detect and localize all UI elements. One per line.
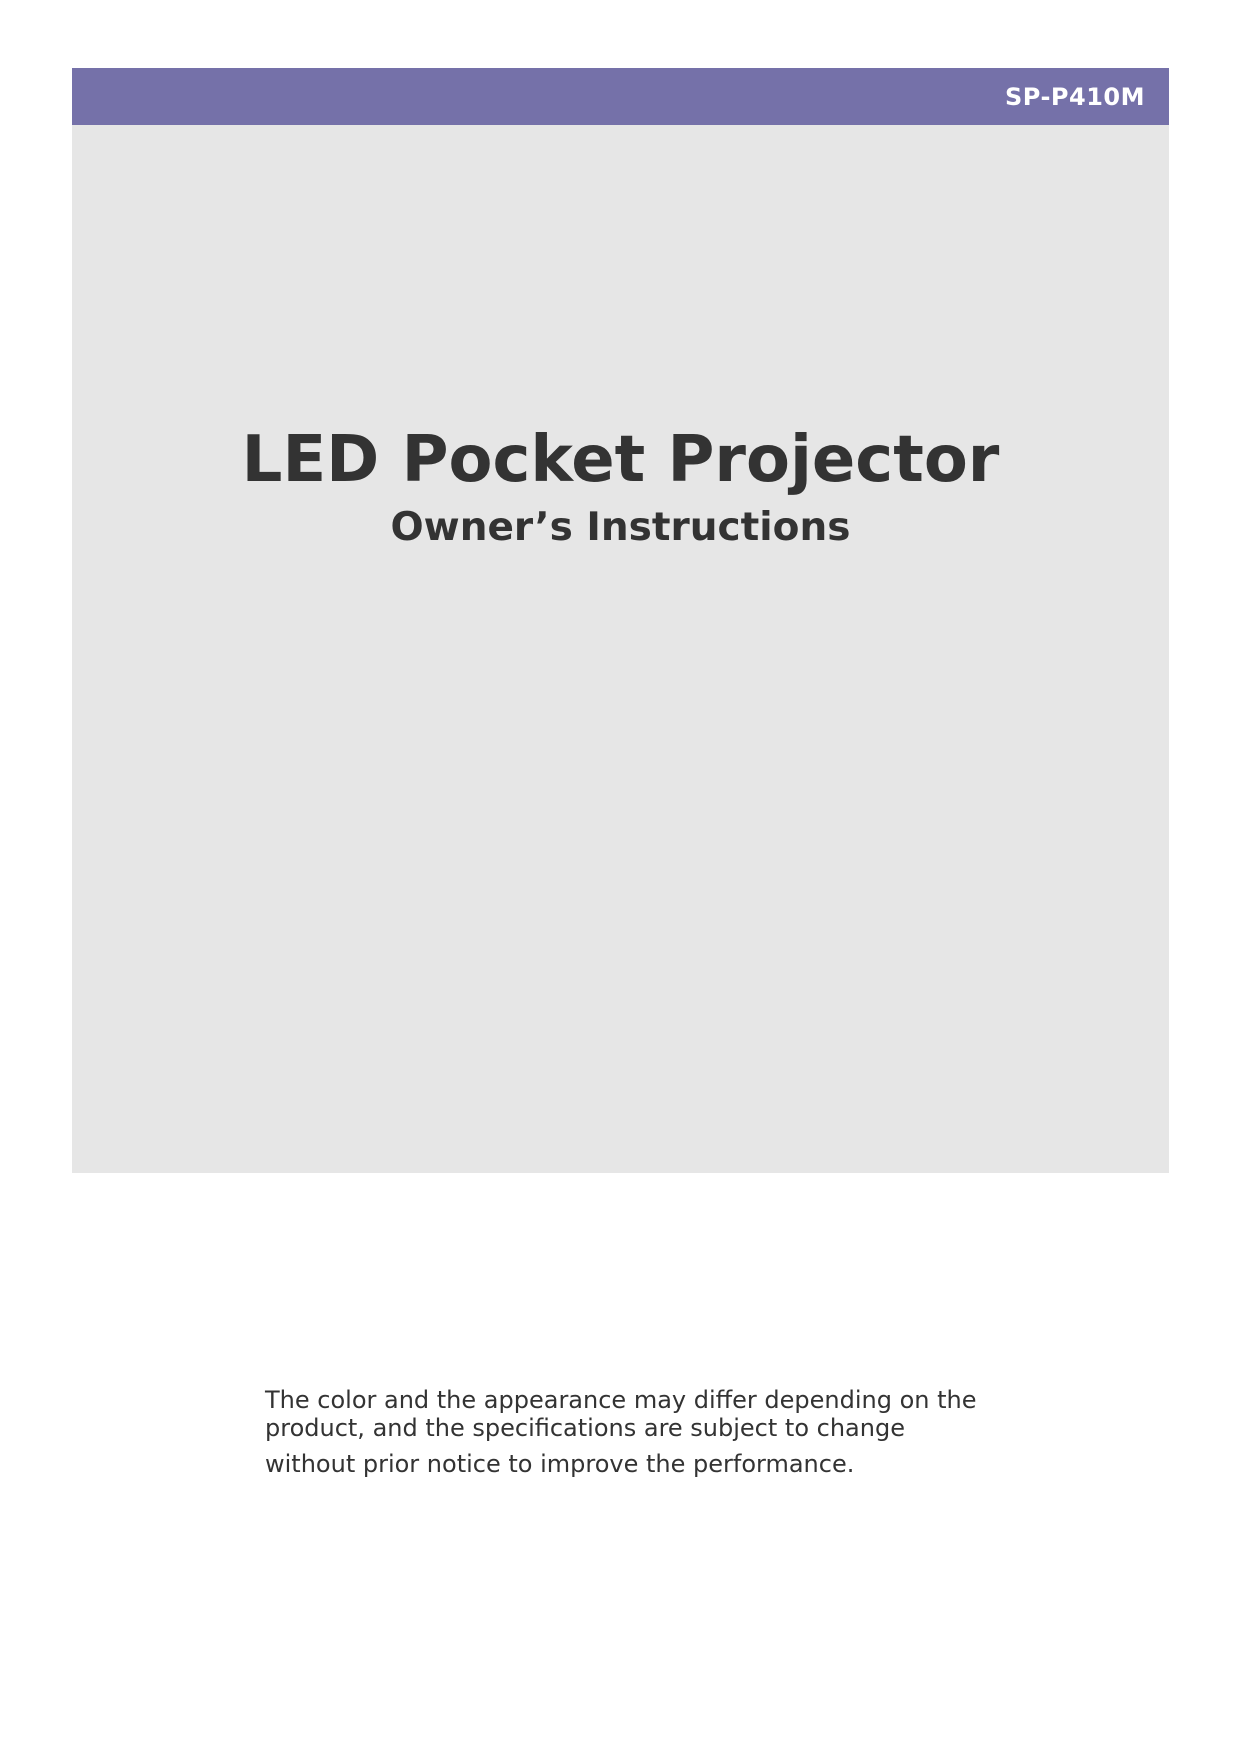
model-number: SP-P410M bbox=[1005, 83, 1145, 111]
document-title: LED Pocket Projector bbox=[241, 423, 1000, 497]
disclaimer-line: The color and the appearance may differ depending on the bbox=[265, 1386, 977, 1414]
disclaimer-line: without prior notice to improve the performance. bbox=[265, 1450, 855, 1478]
document-subtitle: Owner’s Instructions bbox=[390, 505, 851, 550]
disclaimer-text bbox=[265, 1386, 1025, 1478]
header-bar bbox=[72, 68, 1169, 125]
disclaimer-line: product, and the specifications are subject to change bbox=[265, 1414, 905, 1442]
cover-panel bbox=[72, 125, 1169, 1173]
